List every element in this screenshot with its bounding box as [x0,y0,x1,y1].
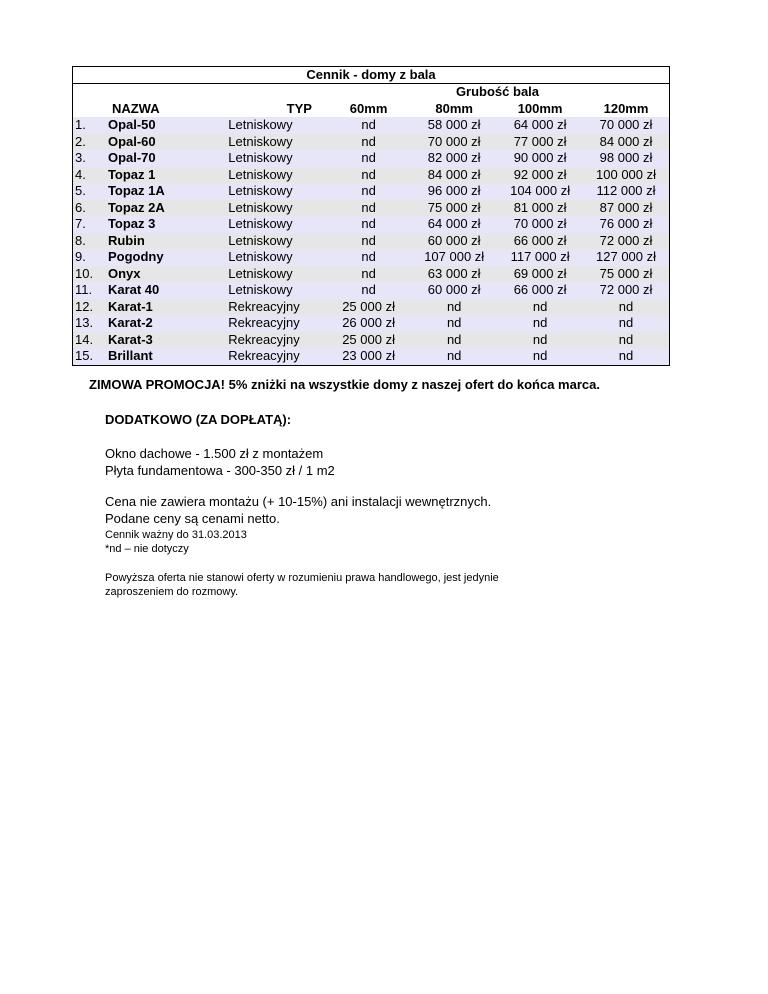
price-100mm: 66 000 zł [497,282,583,299]
table-row [73,134,670,151]
house-name: Karat-3 [106,332,226,349]
price-100mm: nd [497,315,583,332]
price-100mm: nd [497,348,583,365]
table-row [73,216,670,233]
price-120mm: nd [583,299,669,316]
price-100mm: 117 000 zł [497,249,583,266]
table-row [73,249,670,266]
price-60mm: nd [326,150,411,167]
row-number: 6. [73,200,106,217]
disclaimer-line: Powyższa oferta nie stanowi oferty w rozumieniu prawa handlowego, jest jedynie [105,572,499,584]
header-type: TYP [286,100,312,116]
price-120mm: 72 000 zł [583,233,669,250]
price-80mm: 75 000 zł [411,200,497,217]
row-number: 3. [73,150,106,167]
price-100mm: 81 000 zł [497,200,583,217]
house-type: Letniskowy [226,249,326,266]
row-number: 4. [73,167,106,184]
price-80mm: nd [411,332,497,349]
house-name: Brillant [106,348,226,365]
house-name: Rubin [106,233,226,250]
house-type: Letniskowy [226,150,326,167]
table-row [73,117,670,134]
table-row [73,266,670,283]
house-name: Opal-50 [106,117,226,134]
price-60mm: nd [326,249,411,266]
price-60mm: nd [326,117,411,134]
house-type: Letniskowy [226,134,326,151]
price-table [72,66,670,366]
price-120mm: 100 000 zł [583,167,669,184]
price-120mm: 98 000 zł [583,150,669,167]
price-80mm: 60 000 zł [411,233,497,250]
row-number: 5. [73,183,106,200]
house-type: Letniskowy [226,233,326,250]
house-type: Letniskowy [226,282,326,299]
row-number: 7. [73,216,106,233]
house-type: Letniskowy [226,183,326,200]
price-60mm: nd [326,266,411,283]
price-80mm: nd [411,315,497,332]
price-60mm: 25 000 zł [326,332,411,349]
house-type: Letniskowy [226,266,326,283]
price-100mm: 90 000 zł [497,150,583,167]
note-line: Cena nie zawiera montażu (+ 10-15%) ani instalacji wewnętrznych. [105,494,492,509]
nd-note: *nd – nie dotyczy [105,543,189,555]
price-80mm: 82 000 zł [411,150,497,167]
table-title-row [73,67,670,84]
price-80mm: 107 000 zł [411,249,497,266]
price-60mm: nd [326,282,411,299]
price-60mm: nd [326,200,411,217]
price-120mm: nd [583,332,669,349]
price-80mm: 96 000 zł [411,183,497,200]
price-120mm: 127 000 zł [583,249,669,266]
house-type: Rekreacyjny [226,332,326,349]
row-number: 10. [73,266,106,283]
price-80mm: 60 000 zł [411,282,497,299]
header-120mm: 120mm [583,101,669,118]
price-80mm: 84 000 zł [411,167,497,184]
house-name: Topaz 2A [106,200,226,217]
price-120mm: 75 000 zł [583,266,669,283]
price-60mm: 23 000 zł [326,348,411,365]
group-header: Grubość bala [326,84,670,101]
price-100mm: 77 000 zł [497,134,583,151]
price-80mm: 64 000 zł [411,216,497,233]
price-80mm: nd [411,299,497,316]
house-type: Rekreacyjny [226,299,326,316]
house-type: Letniskowy [226,200,326,217]
table-row [73,167,670,184]
price-120mm: 112 000 zł [583,183,669,200]
table-body [73,117,670,365]
house-name: Pogodny [106,249,226,266]
price-120mm: 76 000 zł [583,216,669,233]
price-100mm: 104 000 zł [497,183,583,200]
price-60mm: nd [326,183,411,200]
price-120mm: nd [583,315,669,332]
table-row [73,332,670,349]
price-80mm: 63 000 zł [411,266,497,283]
header-60mm: 60mm [349,100,388,116]
table-row [73,200,670,217]
price-100mm: nd [497,332,583,349]
table-row [73,315,670,332]
row-number: 15. [73,348,106,365]
house-name: Topaz 1 [106,167,226,184]
table-row [73,282,670,299]
header-name: NAZWA [111,100,160,116]
house-type: Rekreacyjny [226,348,326,365]
row-number: 1. [73,117,106,134]
note-line: Podane ceny są cenami netto. [105,511,280,526]
house-type: Rekreacyjny [226,315,326,332]
price-100mm: 69 000 zł [497,266,583,283]
price-60mm: nd [326,167,411,184]
house-name: Topaz 1A [106,183,226,200]
table-row [73,183,670,200]
price-80mm: 70 000 zł [411,134,497,151]
house-type: Letniskowy [226,167,326,184]
row-number: 11. [73,282,106,299]
row-number: 14. [73,332,106,349]
price-60mm: nd [326,216,411,233]
price-120mm: 70 000 zł [583,117,669,134]
header-100mm: 100mm [517,100,563,116]
extra-item: Płyta fundamentowa - 300-350 zł / 1 m2 [105,463,335,478]
price-80mm: 58 000 zł [411,117,497,134]
house-name: Karat-1 [106,299,226,316]
price-120mm: nd [583,348,669,365]
price-120mm: 72 000 zł [583,282,669,299]
price-60mm: 26 000 zł [326,315,411,332]
promo-text: ZIMOWA PROMOCJA! 5% zniżki na wszystkie domy z naszej ofert do końca marca. [89,377,600,392]
price-60mm: nd [326,233,411,250]
disclaimer-line: zaproszeniem do rozmowy. [105,586,239,598]
row-number: 13. [73,315,106,332]
price-120mm: 87 000 zł [583,200,669,217]
row-number: 2. [73,134,106,151]
price-100mm: 64 000 zł [497,117,583,134]
price-80mm: nd [411,348,497,365]
extras-heading: DODATKOWO (ZA DOPŁATĄ): [105,412,292,427]
house-name: Karat-2 [106,315,226,332]
price-60mm: 25 000 zł [326,299,411,316]
house-name: Onyx [106,266,226,283]
row-number: 8. [73,233,106,250]
house-name: Opal-70 [106,150,226,167]
table-row [73,299,670,316]
group-header-row [73,84,670,101]
table-row [73,150,670,167]
table-title: Cennik - domy z bala [73,67,670,84]
price-100mm: 70 000 zł [497,216,583,233]
extra-item: Okno dachowe - 1.500 zł z montażem [105,446,324,461]
validity-note: Cennik ważny do 31.03.2013 [105,529,247,541]
row-number: 9. [73,249,106,266]
table-row [73,348,670,365]
house-name: Opal-60 [106,134,226,151]
header-80mm: 80mm [435,100,473,116]
price-60mm: nd [326,134,411,151]
price-100mm: 66 000 zł [497,233,583,250]
price-120mm: 84 000 zł [583,134,669,151]
price-100mm: 92 000 zł [497,167,583,184]
row-number: 12. [73,299,106,316]
table-row [73,233,670,250]
house-type: Letniskowy [226,216,326,233]
price-100mm: nd [497,299,583,316]
house-name: Karat 40 [106,282,226,299]
house-name: Topaz 3 [106,216,226,233]
house-type: Letniskowy [226,117,326,134]
column-header-row [73,101,670,118]
